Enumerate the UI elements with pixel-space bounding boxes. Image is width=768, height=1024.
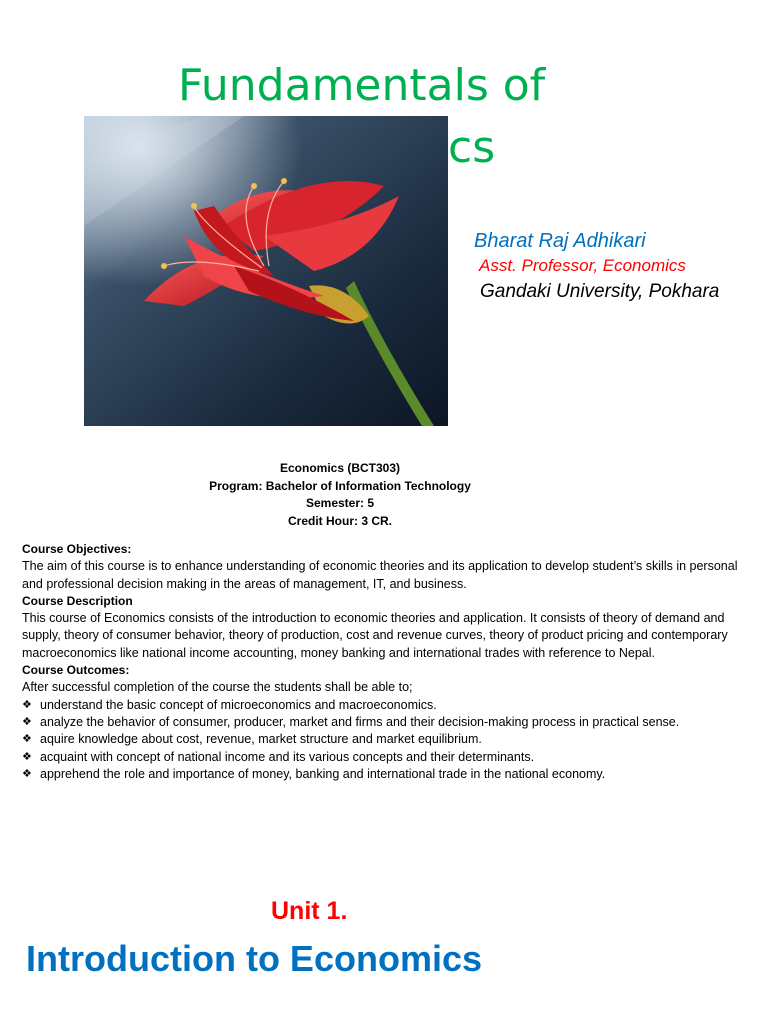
author-affiliation: Gandaki University, Pokhara: [480, 281, 720, 302]
outcome-text: analyze the behavior of consumer, producer, market and firms and their decision-making process in practical sense.: [40, 714, 680, 729]
unit-label: Unit 1.: [271, 897, 348, 925]
course-credit-hour: Credit Hour: 3 CR.: [287, 513, 392, 528]
outcomes-heading: Course Outcomes:: [22, 663, 130, 678]
description-heading: Course Description: [22, 593, 133, 608]
outcome-item: [22, 714, 750, 731]
diamond-bullet-icon: ❖: [22, 715, 32, 728]
outcome-text: acquaint with concept of national income and its various concepts and their determinants.: [40, 749, 535, 764]
outcomes-intro: After successful completion of the course the students shall be able to;: [22, 680, 413, 695]
flower-photo: [84, 116, 448, 426]
document-title-line-1: Fundamentals of: [178, 60, 546, 111]
course-program: Program: Bachelor of Information Technology: [209, 478, 471, 493]
objectives-text: The aim of this course is to enhance understanding of economic theories and its application to develop student’s skills in personal and professional decision making in the areas of management, IT, and business.: [22, 559, 738, 591]
diamond-bullet-icon: ❖: [22, 733, 32, 746]
author-name: Bharat Raj Adhikari: [474, 230, 646, 252]
course-code: Economics (BCT303): [279, 461, 401, 475]
outcome-text: apprehend the role and importance of money, banking and international trade in the national economy.: [40, 766, 606, 781]
objectives-heading: Course Objectives:: [22, 542, 132, 556]
outcome-item: [22, 766, 750, 783]
diamond-bullet-icon: ❖: [22, 767, 32, 780]
outcome-item: [22, 749, 750, 766]
diamond-bullet-icon: ❖: [22, 750, 32, 763]
course-semester: Semester: 5: [305, 496, 375, 510]
author-position: Asst. Professor, Economics: [479, 256, 686, 275]
outcome-text: understand the basic concept of microeconomics and macroeconomics.: [40, 697, 437, 712]
document-title-line-2: cs: [448, 122, 496, 173]
course-details: [22, 541, 750, 783]
diamond-bullet-icon: ❖: [22, 698, 32, 711]
outcome-text: aquire knowledge about cost, revenue, market structure and market equilibrium.: [40, 732, 482, 747]
course-info: [90, 460, 590, 530]
outcome-item: [22, 731, 750, 748]
description-text: This course of Economics consists of the introduction to economic theories and application. It consists of theory of demand and supply, theory of consumer behavior, theory of production, cost and revenue curves, theory of product pricing and contemporary macroeconomics like national income accounting, money banking and international trades with reference to Nepal.: [22, 611, 728, 660]
outcome-item: [22, 697, 750, 714]
unit-title: Introduction to Economics: [26, 938, 482, 979]
